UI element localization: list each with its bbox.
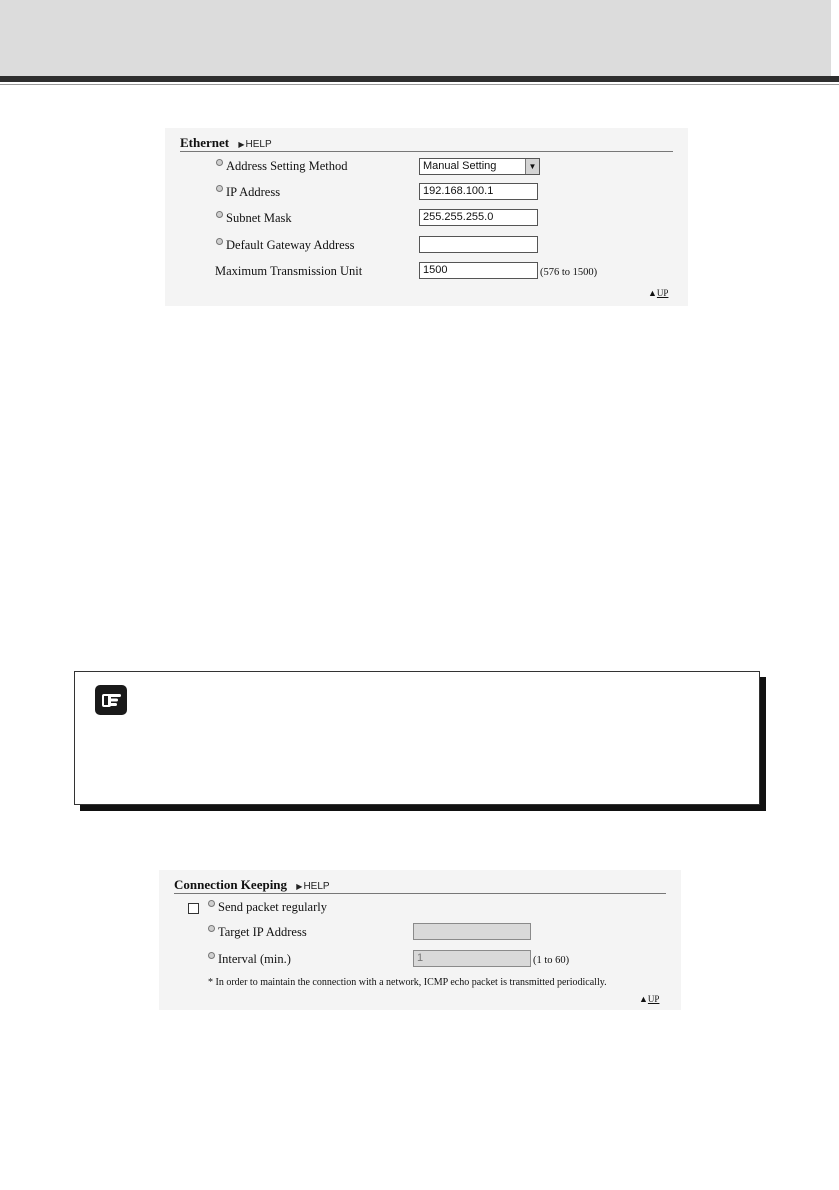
address-setting-method-label: Address Setting Method bbox=[216, 159, 348, 174]
ethernet-header bbox=[180, 135, 673, 152]
bullet-icon bbox=[216, 185, 223, 192]
send-packet-checkbox[interactable] bbox=[188, 903, 199, 914]
bullet-icon bbox=[216, 211, 223, 218]
default-gateway-label: Default Gateway Address bbox=[216, 238, 354, 253]
ethernet-title: Ethernet bbox=[180, 135, 230, 150]
help-label: HELP bbox=[303, 881, 330, 892]
ip-address-field[interactable]: 192.168.100.1 bbox=[419, 183, 538, 200]
bullet-icon bbox=[208, 900, 215, 907]
mtu-label: Maximum Transmission Unit bbox=[215, 264, 363, 278]
target-ip-label: Target IP Address bbox=[208, 925, 307, 940]
target-ip-field[interactable] bbox=[413, 923, 531, 940]
address-setting-method-select[interactable]: Manual Setting ▼ bbox=[419, 158, 540, 175]
mtu-range-note: (576 to 1500) bbox=[540, 267, 598, 278]
bullet-icon bbox=[208, 952, 215, 959]
header-rule-thin bbox=[0, 84, 839, 85]
triangle-up-icon: ▲ bbox=[648, 288, 657, 298]
ethernet-help-link[interactable] bbox=[238, 139, 271, 150]
triangle-right-icon: ▶ bbox=[296, 882, 303, 891]
connection-keeping-title: Connection Keeping bbox=[174, 877, 288, 892]
bullet-icon bbox=[216, 159, 223, 166]
ethernet-up-link[interactable]: ▲UP bbox=[648, 288, 669, 298]
ip-address-label: IP Address bbox=[216, 185, 280, 200]
page-header-band bbox=[0, 0, 839, 76]
send-packet-label: Send packet regularly bbox=[208, 900, 327, 915]
mtu-field[interactable]: 1500 bbox=[419, 262, 538, 279]
connection-keeping-panel bbox=[159, 870, 681, 1010]
subnet-mask-label: Subnet Mask bbox=[216, 211, 292, 226]
chevron-down-icon[interactable]: ▼ bbox=[525, 159, 539, 174]
connection-keeping-footnote: * In order to maintain the connection with a network, ICMP echo packet is transmitted periodically. bbox=[208, 977, 607, 988]
bullet-icon bbox=[216, 238, 223, 245]
subnet-mask-field[interactable]: 255.255.255.0 bbox=[419, 209, 538, 226]
triangle-right-icon: ▶ bbox=[238, 140, 245, 149]
note-box bbox=[74, 671, 760, 805]
help-label: HELP bbox=[245, 139, 272, 150]
default-gateway-field[interactable] bbox=[419, 236, 538, 253]
interval-label: Interval (min.) bbox=[208, 952, 291, 967]
connection-keeping-up-link[interactable]: ▲UP bbox=[639, 994, 660, 1004]
ethernet-panel bbox=[165, 128, 688, 306]
interval-range-note: (1 to 60) bbox=[533, 955, 570, 966]
header-rule-thick bbox=[0, 76, 839, 82]
interval-field[interactable]: 1 bbox=[413, 950, 531, 967]
connection-keeping-help-link[interactable] bbox=[296, 881, 329, 892]
pointing-hand-icon-graphic bbox=[95, 685, 127, 715]
pointing-hand-icon bbox=[95, 685, 127, 715]
header-edge-mark bbox=[831, 0, 839, 76]
connection-keeping-header bbox=[174, 877, 666, 894]
triangle-up-icon: ▲ bbox=[639, 994, 648, 1004]
bullet-icon bbox=[208, 925, 215, 932]
